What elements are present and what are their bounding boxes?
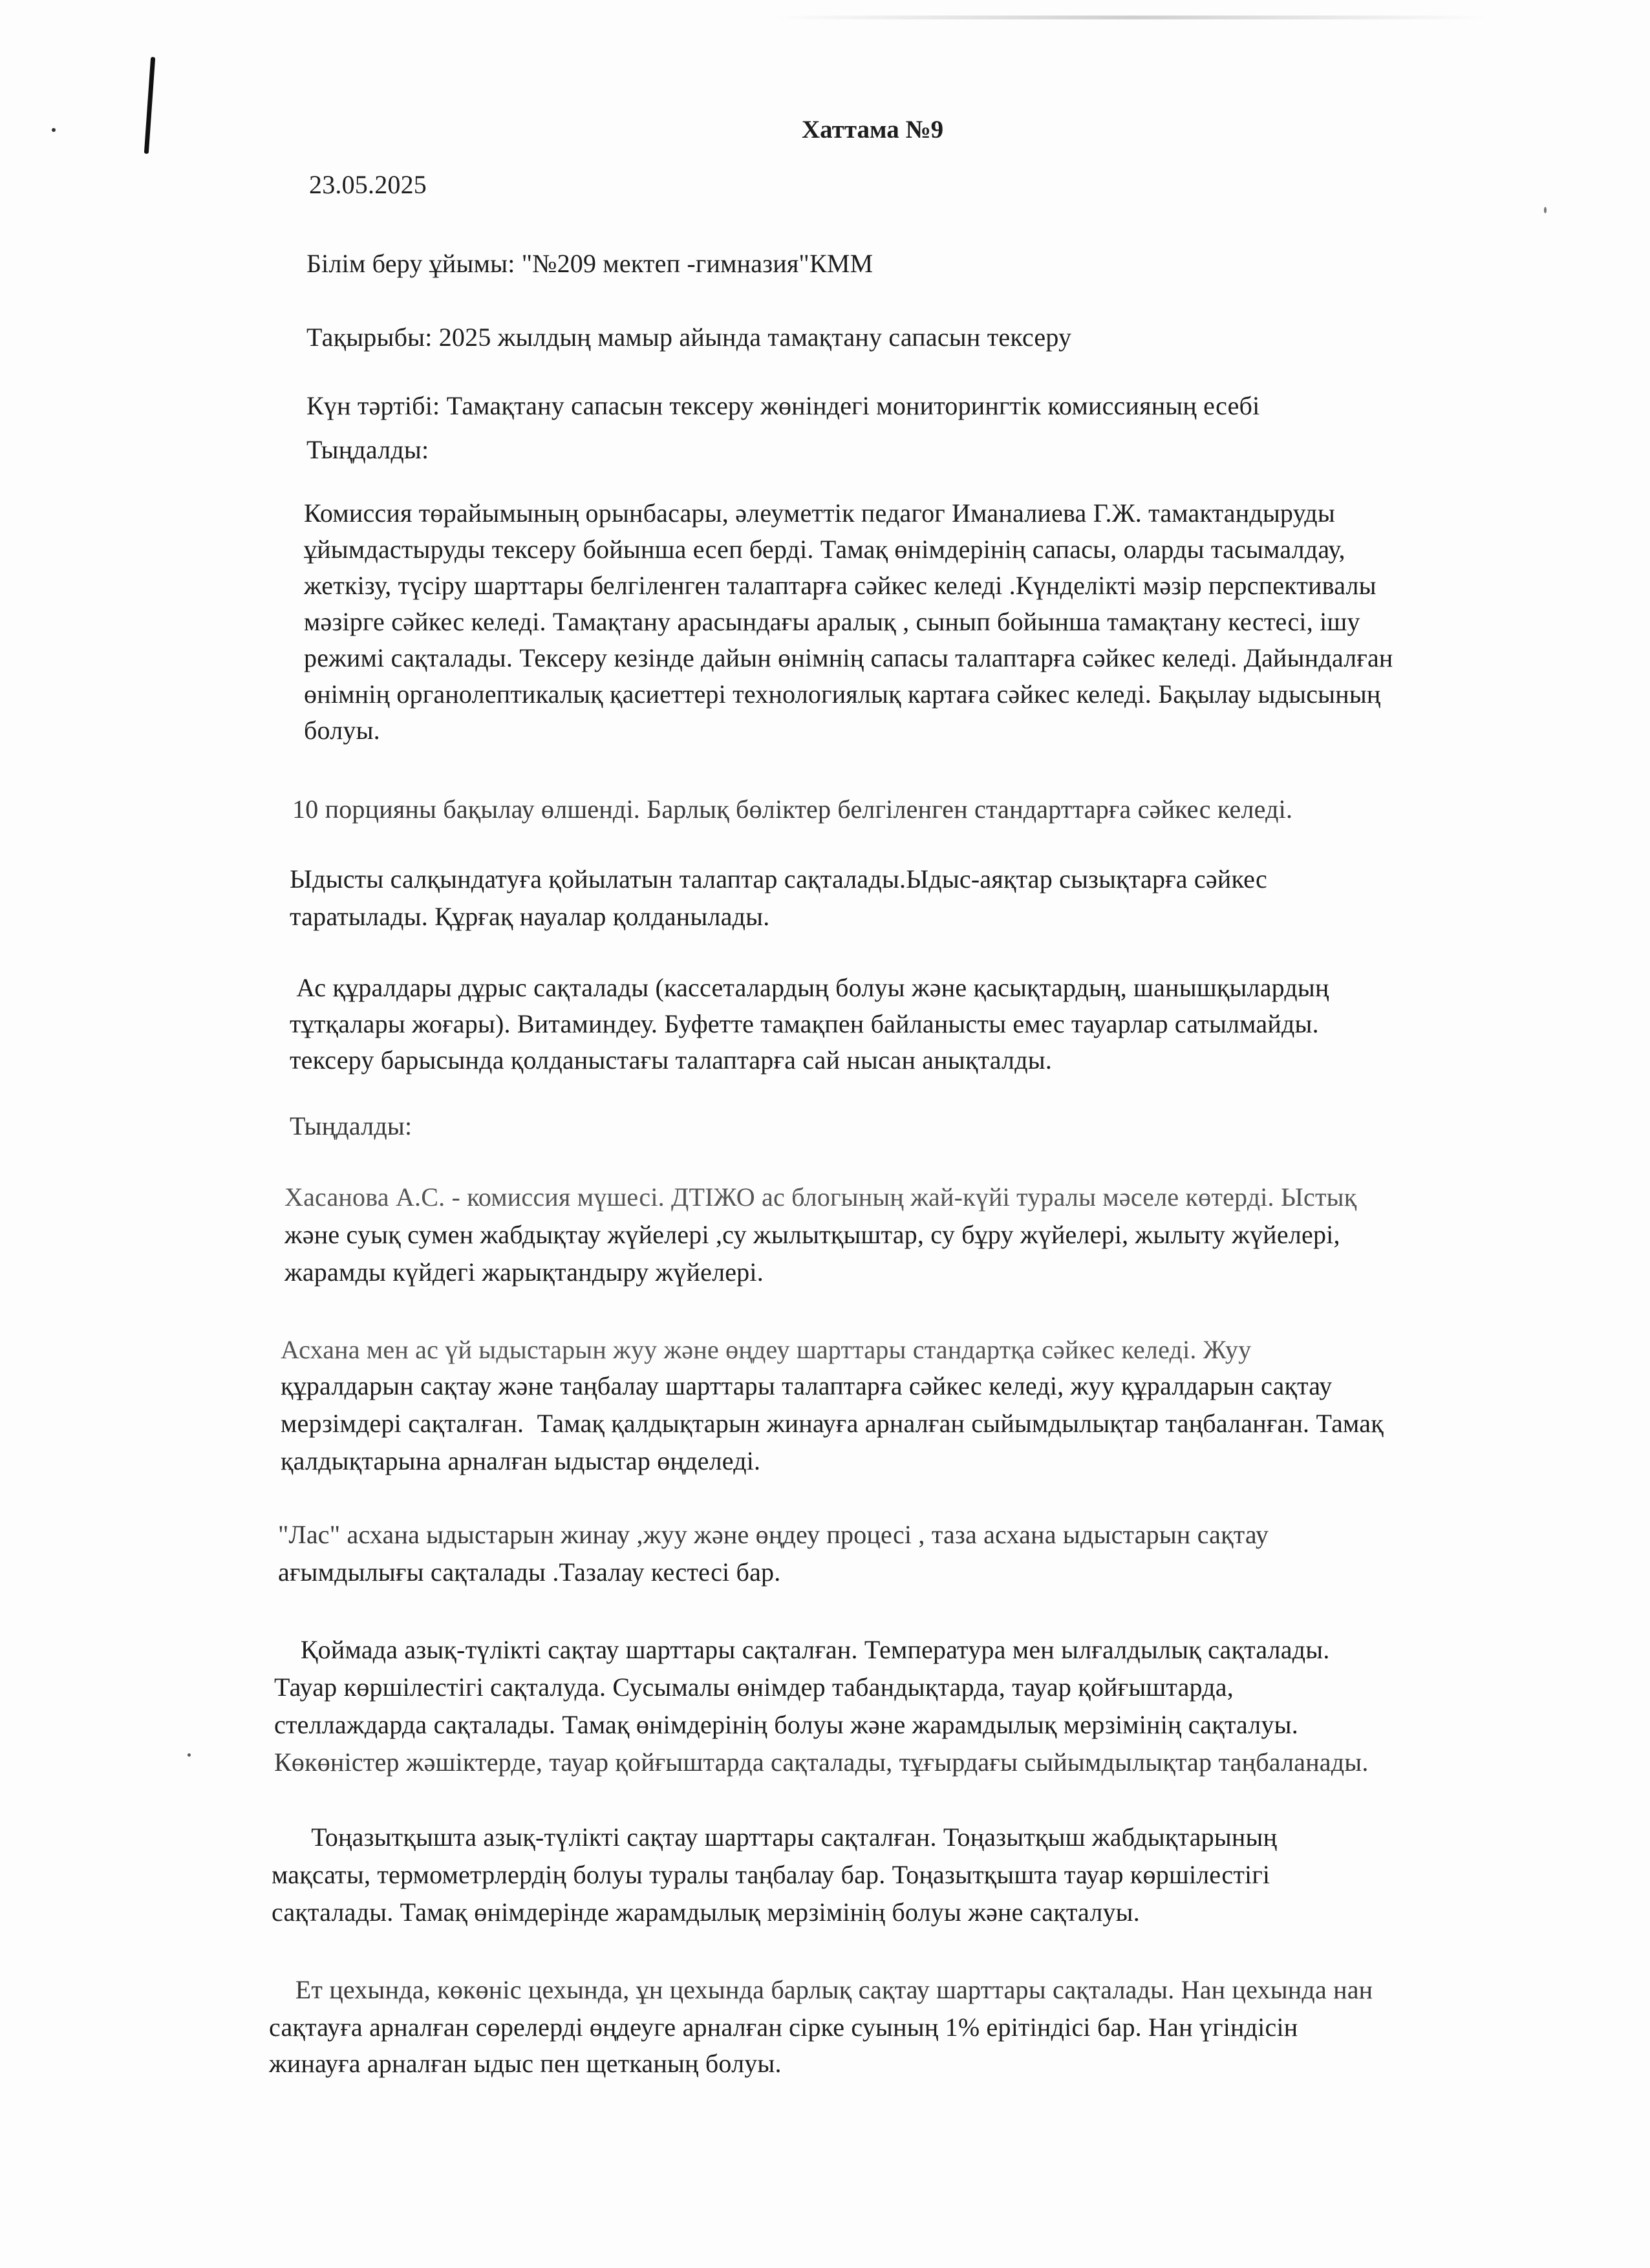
document-title: Хаттама №9 xyxy=(802,116,944,144)
paragraph-line: Көкөністер жәшіктерде, тауар қойғыштарда сақталады, тұғырдағы сыйымдылықтар таңбаланады. xyxy=(274,1748,1369,1777)
paragraph-line: тексеру барысында қолданыстағы талаптарға сай нысан анықталды. xyxy=(290,1045,1053,1075)
paragraph-line: өнімнің органолептикалық қасиеттері технологиялық картаға сәйкес келеді. Бақылау ыдысының xyxy=(304,679,1381,709)
organization-line: Білім беру ұйымы: "№209 мектеп -гимназия"КММ xyxy=(306,249,873,278)
paragraph-line: және суық сумен жабдықтау жүйелері ,су жылытқыштар, су бұру жүйелері, жылыту жүйелері, xyxy=(284,1220,1340,1249)
heard-heading: Тыңдалды: xyxy=(290,1111,412,1140)
paragraph-line: Асхана мен ас үй ыдыстарын жуу және өңдеу шарттары стандартқа сәйкес келеді. Жуу xyxy=(281,1335,1252,1364)
document-date: 23.05.2025 xyxy=(309,170,427,199)
paragraph-line: режимі сақталады. Тексеру кезінде дайын өнімнің сапасы талаптарға сәйкес келеді. Дайындалған xyxy=(304,643,1393,672)
paragraph-line: жинауға арналған ыдыс пен щетканың болуы. xyxy=(269,2049,782,2078)
paragraph-line: жарамды күйдегі жарықтандыру жүйелері. xyxy=(284,1257,764,1287)
paragraph-line: сақталады. Тамақ өнімдерінде жарамдылық мерзімінің болуы және сақталуы. xyxy=(272,1898,1140,1927)
paragraph-line: Тауар көршілестігі сақталуда. Сусымалы өнімдер табандықтарда, тауар қойғыштарда, xyxy=(274,1673,1234,1702)
heard-heading: Тыңдалды: xyxy=(306,435,429,464)
paragraph-line: сақтауға арналған сөрелерді өңдеуге арналған сірке суының 1% ерітіндісі бар. Нан үгіндісін xyxy=(269,2013,1298,2042)
scan-edge-shadow xyxy=(776,16,1487,19)
paragraph-line: стеллаждарда сақталады. Тамақ өнімдерінің болуы және жарамдылық мерзімінің сақталуы. xyxy=(274,1710,1298,1739)
paragraph-line: қалдықтарына арналған ыдыстар өңделеді. xyxy=(281,1446,761,1475)
paragraph-line: Қоймада азық-түлікті сақтау шарттары сақталған. Температура мен ылғалдылық сақталады. xyxy=(274,1635,1330,1664)
paragraph-line: таратылады. Құрғақ науалар қолданылады. xyxy=(290,902,770,931)
topic-line: Тақырыбы: 2025 жылдың мамыр айында тамақтану сапасын тексеру xyxy=(306,323,1072,352)
paragraph-line: жеткізу, түсіру шарттары белгіленген талаптарға сәйкес келеді .Күнделікті мәзір перспективалы xyxy=(304,571,1377,600)
paragraph-line: Хасанова А.С. - комиссия мүшесі. ДТІЖО ас блогының жай-күйі туралы мәселе көтерді. Ыстық xyxy=(284,1182,1357,1212)
paragraph-line: Ет цехында, көкөніс цехында, ұн цехында барлық сақтау шарттары сақталады. Нан цехында нан xyxy=(269,1975,1373,2004)
paragraph-line: 10 порцияны бақылау өлшенді. Барлық бөліктер белгіленген стандарттарға сәйкес келеді. xyxy=(292,795,1293,824)
paragraph-line: тұтқалары жоғары). Витаминдеу. Буфетте тамақпен байланысты емес тауарлар сатылмайды. xyxy=(290,1009,1319,1038)
paragraph-line: Тоңазытқышта азық-түлікті сақтау шарттары сақталған. Тоңазытқыш жабдықтарының xyxy=(272,1823,1278,1852)
paragraph-line: мәзірге сәйкес келеді. Тамақтану арасындағы аралық , сынып бойынша тамақтану кестесі, ішу xyxy=(304,607,1360,636)
scan-speck xyxy=(52,128,56,132)
paragraph-line: мерзімдері сақталған. Тамақ қалдықтарын жинауға арналған сыйымдылықтар таңбаланған. Тамақ xyxy=(281,1409,1384,1438)
paragraph-line: "Лас" асхана ыдыстарын жинау ,жуу және өңдеу процесі , таза асхана ыдыстарын сақтау xyxy=(278,1520,1269,1549)
handwritten-margin-mark xyxy=(144,57,155,154)
paragraph-line: болуы. xyxy=(304,716,380,745)
paragraph-line: мақсаты, термометрлердің болуы туралы таңбалау бар. Тоңазытқышта тауар көршілестігі xyxy=(272,1860,1270,1889)
agenda-line: Күн тәртібі: Тамақтану сапасын тексеру жөніндегі мониторингтік комиссияның есебі xyxy=(306,391,1260,420)
paragraph-line: Комиссия төрайымының орынбасары, әлеуметтік педагог Иманалиева Г.Ж. тамактандыруды xyxy=(304,498,1335,528)
paragraph-line: Ыдысты салқындатуға қойылатын талаптар сақталады.Ыдыс-аяқтар сызықтарға сәйкес xyxy=(290,864,1267,893)
paragraph-line: ұйымдастыруды тексеру бойынша есеп берді. Тамақ өнімдерінің сапасы, оларды тасымалдау, xyxy=(304,535,1345,564)
scan-speck xyxy=(188,1753,191,1757)
scan-speck xyxy=(1544,207,1547,213)
paragraph-line: құралдарын сақтау және таңбалау шарттары талаптарға сәйкес келеді, жуу құралдарын сақтау xyxy=(281,1371,1333,1400)
paragraph-line: Ас құралдары дұрыс сақталады (кассеталардың болуы және қасықтардың, шанышқылардың xyxy=(290,973,1329,1002)
paragraph-line: ағымдылығы сақталады .Тазалау кестесі бар. xyxy=(278,1557,781,1587)
